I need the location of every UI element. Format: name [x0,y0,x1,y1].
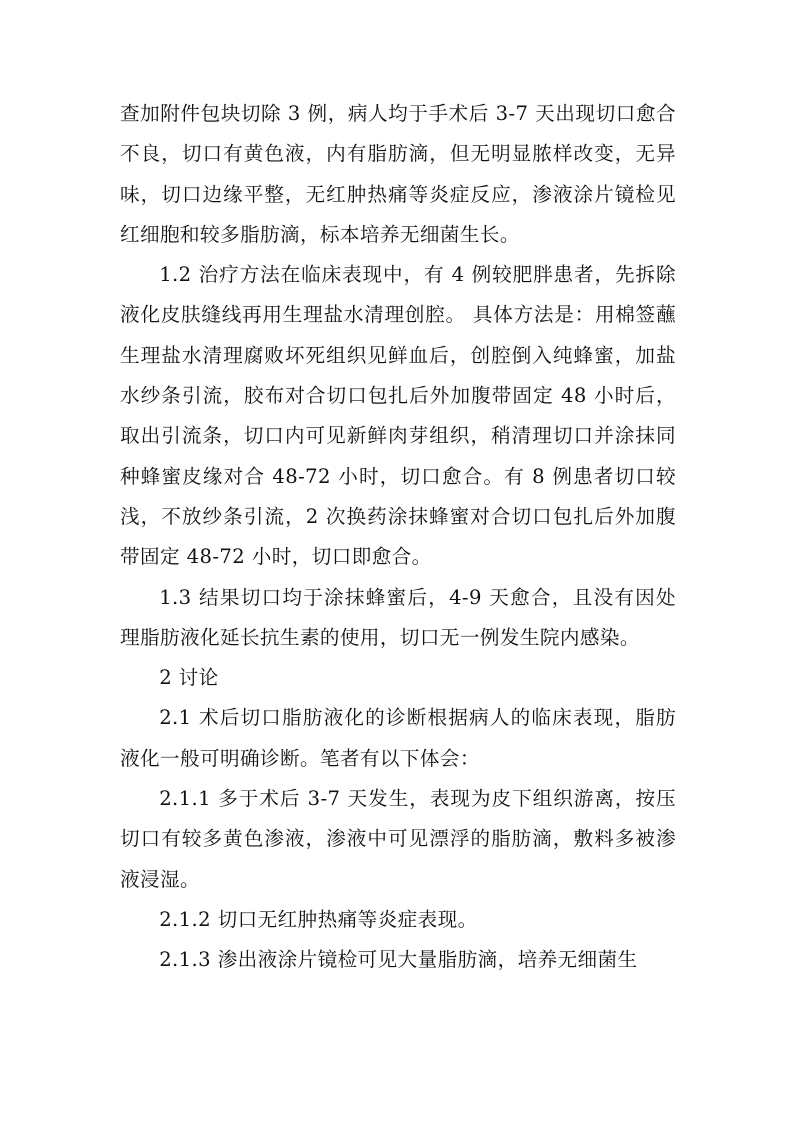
paragraph-point-2-1-2: 2.1.2 切口无红肿热痛等炎症表现。 [159,907,478,931]
paragraph-diagnosis: 2.1 术后切口脂肪液化的诊断根据病人的临床表现，脂肪液化一般可明确诊断。笔者有以下体会： [120,706,676,770]
section-heading-discussion: 2 讨论 [159,666,219,690]
paragraph-point-2-1-1: 2.1.1 多于术后 3-7 天发生，表现为皮下组织游离，按压切口有较多黄色渗液，渗液中可见漂浮的脂肪滴，敷料多被渗液浸湿。 [120,787,676,891]
paragraph-point-2-1-3: 2.1.3 渗出液涂片镜检可见大量脂肪滴，培养无细菌生 [159,948,638,972]
paragraph-continuation: 查加附件包块切除 3 例，病人均于手术后 3-7 天出现切口愈合不良，切口有黄色液，内有脂肪滴，但无明显脓样改变，无异味，切口边缘平整，无红肿热痛等炎症反应，渗液涂片镜检见红细胞和较多脂肪滴，标本培养无细菌生长。 [120,102,676,246]
paragraph-results: 1.3 结果切口均于涂抹蜂蜜后，4-9 天愈合，且没有因处理脂肪液化延长抗生素的使用，切口无一例发生院内感染。 [120,585,676,649]
paragraph-treatment-method: 1.2 治疗方法在临床表现中，有 4 例较肥胖患者，先拆除液化皮肤缝线再用生理盐水清理创腔。 具体方法是：用棉签蘸生理盐水清理腐败坏死组织见鲜血后，创腔倒入纯蜂蜜，加盐水纱条引流，胶布对合切口包扎后外加腹带固定 48 小时后，取出引流条，切口内可见新鲜肉芽组织，稍清理切口并涂抹同种蜂蜜皮缘对合 48-72 小时，切口愈合。有 8 例患者切口较浅，不放纱条引流，2 次换药涂抹蜂蜜对合切口包扎后外加腹带固定 48-72 小时，切口即愈合。 [120,263,676,569]
body-text [120,94,676,981]
